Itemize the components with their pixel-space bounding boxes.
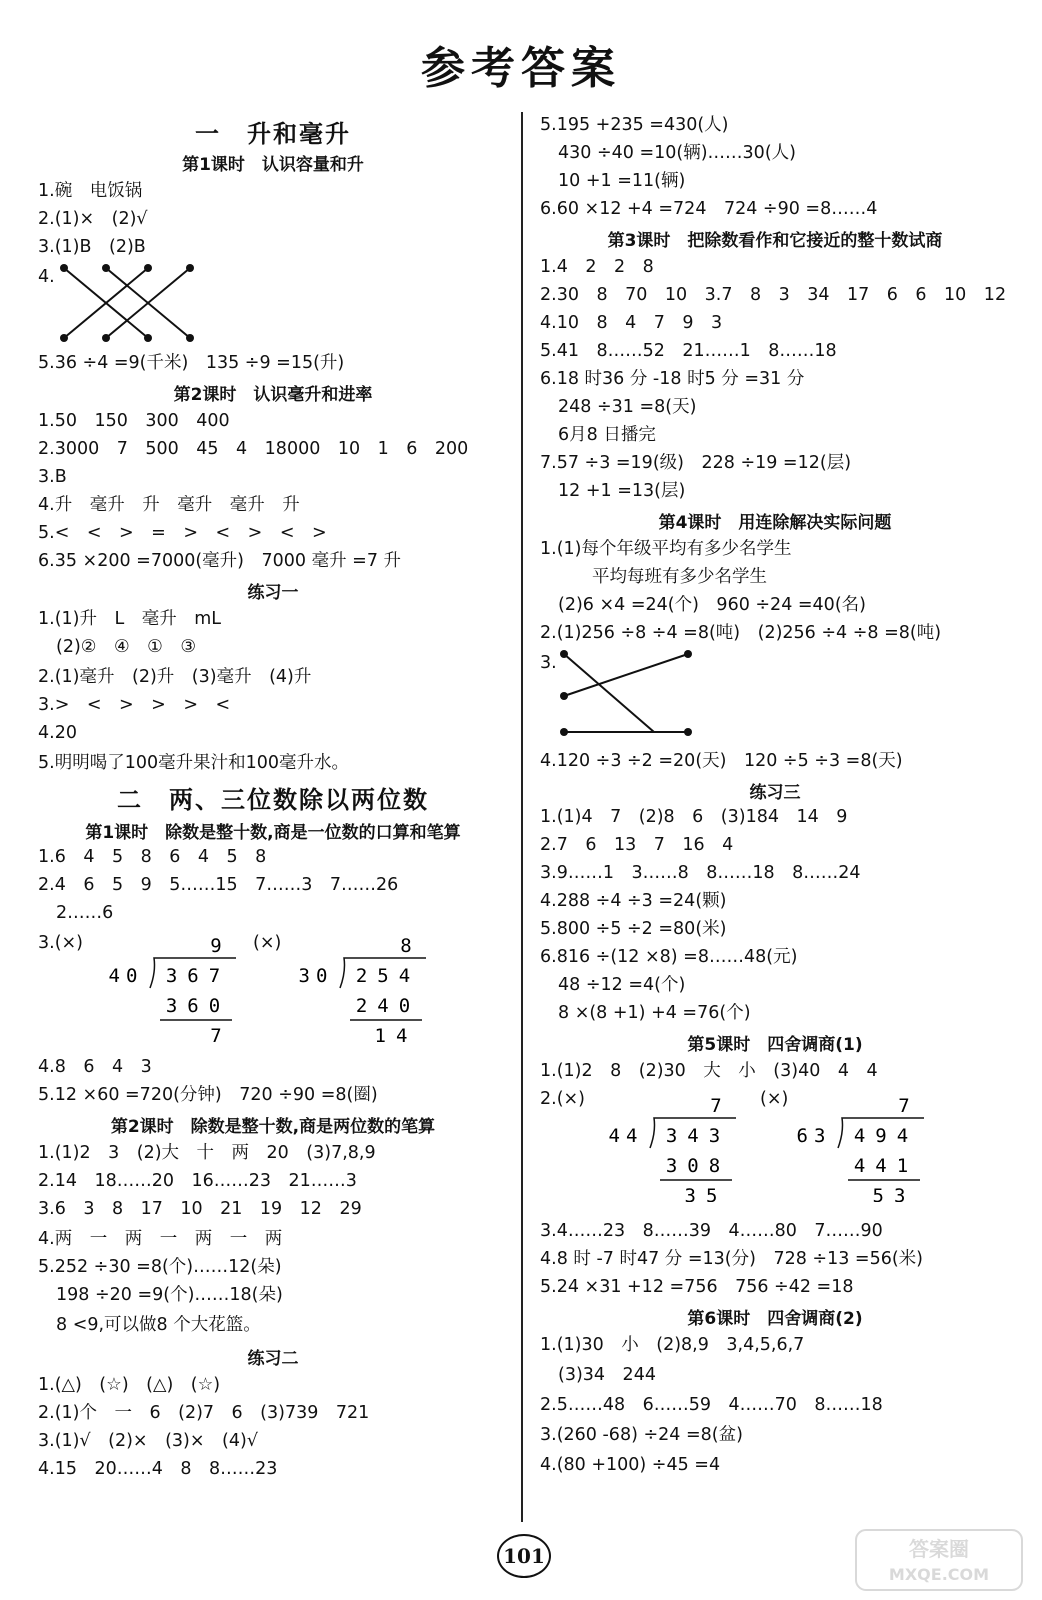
answer-line: 2.(1)个 一 6 (2)7 6 (3)739 721	[38, 1403, 370, 1423]
long-division-4	[786, 1092, 936, 1202]
exercise-heading: 练习一	[247, 583, 299, 603]
answer-line: 6.35 ×200 =7000(毫升) 7000 毫升 =7 升	[38, 551, 402, 571]
product: 240	[355, 995, 421, 1017]
answer-line: 1.(1)每个年级平均有多少名学生	[540, 539, 792, 559]
lesson-heading: 第2课时 认识毫升和进率	[173, 385, 373, 405]
answer-line: 3.(260 -68) ÷24 =8(盆)	[540, 1425, 743, 1445]
answer-line: 4.升 毫升 升 毫升 毫升 升	[38, 495, 300, 515]
long-division-1	[98, 932, 248, 1042]
answer-line: 2.30 8 70 10 3.7 8 3 34 17 6 6 10 12	[540, 285, 1007, 305]
answer-line: 2.4 6 5 9 5……15 7……3 7……26	[38, 875, 399, 895]
answer-line: 5.明明喝了100毫升果汁和100毫升水。	[38, 753, 349, 773]
lesson-heading: 第3课时 把除数看作和它接近的整十数试商	[607, 231, 943, 251]
answer-line: 2……6	[56, 903, 114, 923]
answer-line: 430 ÷40 =10(辆)……30(人)	[558, 143, 796, 163]
answer-line: 2.(1)× (2)√	[38, 209, 148, 229]
answer-line: 4.120 ÷3 ÷2 =20(天) 120 ÷5 ÷3 =8(天)	[540, 751, 903, 771]
answer-line: 4.288 ÷4 ÷3 =24(颗)	[540, 891, 727, 911]
answer-line: 2.5……48 6……59 4……70 8……18	[540, 1395, 883, 1415]
answer-line: 3.> < > > > <	[38, 695, 231, 715]
answer-line: 5.252 ÷30 =8(个)……12(朵)	[38, 1257, 282, 1277]
answer-line: 3.9……1 3……8 8……18 8……24	[540, 863, 861, 883]
answer-line: 5.24 ×31 +12 =756 756 ÷42 =18	[540, 1277, 854, 1297]
answer-line: 4.8 6 4 3	[38, 1057, 152, 1077]
divisor: 44	[608, 1125, 644, 1147]
answer-line: 6.816 ÷(12 ×8) =8……48(元)	[540, 947, 798, 967]
answer-line: 198 ÷20 =9(个)……18(朵)	[56, 1285, 283, 1305]
answer-line: 4.	[38, 267, 55, 287]
answer-line: 3.(1)√ (2)× (3)× (4)√	[38, 1431, 258, 1451]
answer-line: 4.20	[38, 723, 77, 743]
quotient: 8	[400, 935, 412, 957]
dividend: 343	[665, 1125, 731, 1147]
answer-line: 5.36 ÷4 =9(千米) 135 ÷9 =15(升)	[38, 353, 345, 373]
column-divider	[521, 112, 523, 1522]
lesson-heading: 第1课时 除数是整十数,商是一位数的口算和笔算	[85, 823, 461, 843]
remainder: 14	[374, 1025, 418, 1042]
quotient: 9	[210, 935, 222, 957]
answer-line: 3.6 3 8 17 10 21 19 12 29	[38, 1199, 362, 1219]
long-division-3	[598, 1092, 748, 1202]
lesson-heading: 第6课时 四舍调商(2)	[687, 1309, 863, 1329]
answer-line: (×)	[760, 1089, 789, 1109]
page-number: 101	[497, 1534, 551, 1578]
dividend: 494	[853, 1125, 919, 1147]
answer-line: 2.(1)毫升 (2)升 (3)毫升 (4)升	[38, 667, 312, 687]
answer-line: 6.18 时36 分 -18 时5 分 =31 分	[540, 369, 805, 389]
matching-lines-figure	[58, 262, 238, 344]
answer-line: 1.6 4 5 8 6 4 5 8	[38, 847, 267, 867]
section-heading: 二 两、三位数除以两位数	[117, 785, 429, 814]
answer-line: 1.(1)4 7 (2)8 6 (3)184 14 9	[540, 807, 848, 827]
answer-line: (2)② ④ ① ③	[56, 637, 197, 657]
answer-line: (×)	[253, 933, 282, 953]
answer-line: 5.41 8……52 21……1 8……18	[540, 341, 837, 361]
dividend: 367	[165, 965, 231, 987]
answer-line: 1.碗 电饭锅	[38, 181, 143, 201]
remainder: 7	[210, 1025, 222, 1042]
answer-line: 5.12 ×60 =720(分钟) 720 ÷90 =8(圈)	[38, 1085, 378, 1105]
answer-line: 4.(80 +100) ÷45 =4	[540, 1455, 721, 1475]
dividend: 254	[355, 965, 421, 987]
svg-text:答案圈: 答案圈	[909, 1537, 969, 1561]
answer-line: 6.60 ×12 +4 =724 724 ÷90 =8……4	[540, 199, 878, 219]
answer-line: 4.8 时 -7 时47 分 =13(分) 728 ÷13 =56(米)	[540, 1249, 923, 1269]
answer-line: 248 ÷31 =8(天)	[558, 397, 697, 417]
answer-line: 6月8 日播完	[558, 425, 656, 445]
exercise-heading: 练习二	[247, 1349, 299, 1369]
product: 360	[165, 995, 231, 1017]
answer-line: 5.< < > = > < > < >	[38, 523, 327, 543]
answer-line: 8 ×(8 +1) +4 =76(个)	[558, 1003, 751, 1023]
answer-line: (2)6 ×4 =24(个) 960 ÷24 =40(名)	[558, 595, 866, 615]
answer-line: 2.(×)	[540, 1089, 586, 1109]
answer-line: 1.50 150 300 400	[38, 411, 230, 431]
divisor: 40	[108, 965, 144, 987]
lesson-heading: 第5课时 四舍调商(1)	[687, 1035, 863, 1055]
product: 308	[665, 1155, 731, 1177]
answer-line: 3.(1)B (2)B	[38, 237, 146, 257]
answer-line: 1.4 2 2 8	[540, 257, 654, 277]
answer-line: 平均每班有多少名学生	[592, 567, 767, 587]
answer-line: 2.3000 7 500 45 4 18000 10 1 6 200	[38, 439, 469, 459]
answer-line: 48 ÷12 =4(个)	[558, 975, 686, 995]
answer-line: 1.(1)2 8 (2)30 大 小 (3)40 4 4	[540, 1061, 878, 1081]
answer-line: 5.195 +235 =430(人)	[540, 115, 729, 135]
answer-line: (3)34 244	[558, 1365, 656, 1385]
lesson-heading: 第1课时 认识容量和升	[182, 155, 364, 175]
answer-line: 5.800 ÷5 ÷2 =80(米)	[540, 919, 727, 939]
watermark-logo	[854, 1528, 1024, 1592]
answer-line: 1.(△) (☆) (△) (☆)	[38, 1375, 221, 1395]
lesson-heading: 第2课时 除数是整十数,商是两位数的笔算	[110, 1117, 436, 1137]
answer-line: 1.(1)2 3 (2)大 十 两 20 (3)7,8,9	[38, 1143, 376, 1163]
answer-line: 2.7 6 13 7 16 4	[540, 835, 734, 855]
quotient: 7	[710, 1095, 722, 1117]
divisor: 63	[796, 1125, 832, 1147]
section-heading: 一 升和毫升	[195, 119, 351, 148]
answer-line: 3.(×)	[38, 933, 84, 953]
answer-line: 2.14 18……20 16……23 21……3	[38, 1171, 357, 1191]
remainder: 35	[684, 1185, 728, 1202]
lesson-heading: 第4课时 用连除解决实际问题	[658, 513, 892, 533]
answer-line: 10 +1 =11(辆)	[558, 171, 686, 191]
page-title: 参考答案	[421, 43, 621, 94]
answer-line: 1.(1)30 小 (2)8,9 3,4,5,6,7	[540, 1335, 805, 1355]
quotient: 7	[898, 1095, 910, 1117]
answer-line: 4.10 8 4 7 9 3	[540, 313, 723, 333]
answer-line: 7.57 ÷3 =19(级) 228 ÷19 =12(层)	[540, 453, 852, 473]
answer-line: 2.(1)256 ÷8 ÷4 =8(吨) (2)256 ÷4 ÷8 =8(吨)	[540, 623, 942, 643]
divisor: 30	[298, 965, 334, 987]
answer-line: 1.(1)升 L 毫升 mL	[38, 609, 222, 629]
long-division-2	[288, 932, 438, 1042]
answer-line: 3.	[540, 653, 557, 673]
svg-text:MXQE.COM: MXQE.COM	[888, 1565, 990, 1584]
answer-line: 12 +1 =13(层)	[558, 481, 686, 501]
answer-line: 3.B	[38, 467, 67, 487]
answer-line: 4.15 20……4 8 8……23	[38, 1459, 278, 1479]
product: 441	[853, 1155, 919, 1177]
answer-line: 8 <9,可以做8 个大花篮。	[56, 1315, 261, 1335]
answer-line: 3.4……23 8……39 4……80 7……90	[540, 1221, 883, 1241]
exercise-heading: 练习三	[749, 783, 801, 803]
matching-lines-figure	[558, 646, 698, 740]
answer-line: 4.两 一 两 一 两 一 两	[38, 1229, 283, 1249]
remainder: 53	[872, 1185, 916, 1202]
